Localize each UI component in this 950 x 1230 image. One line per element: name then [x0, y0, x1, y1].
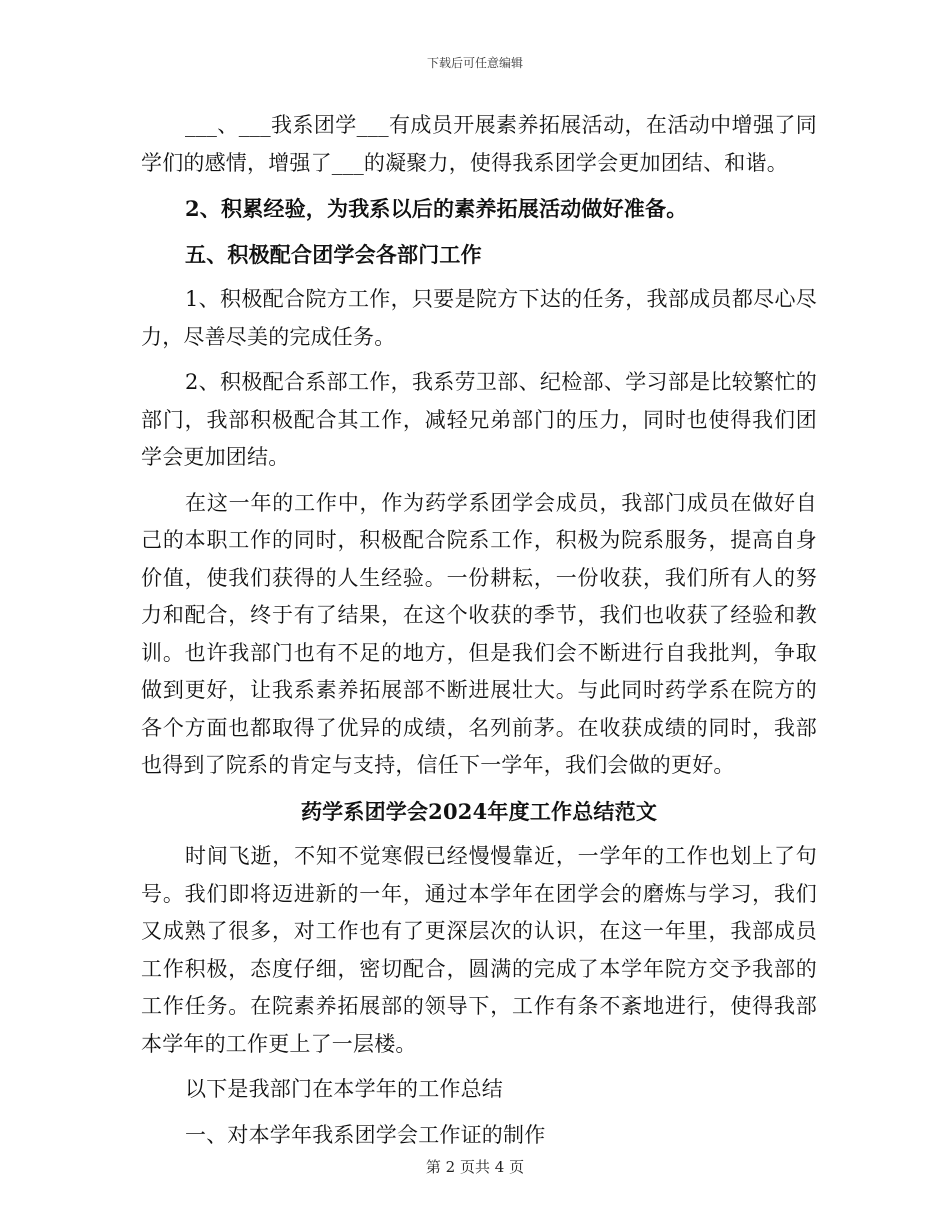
paragraph-cooperate-college: 1、积极配合院方工作，只要是院方下达的任务，我部成员都尽心尽力，尽善尽美的完成任务。 [141, 287, 817, 349]
paragraph-accumulate-experience: 2、积累经验，为我系以后的素养拓展活动做好准备。 [185, 196, 688, 221]
section-heading-work-permit: 一、对本学年我系团学会工作证的制作 [185, 1122, 546, 1147]
paragraph-summary-lead: 以下是我部门在本学年的工作总结 [185, 1077, 503, 1101]
document-body [141, 107, 817, 1154]
paragraph-year-reflection: 在这一年的工作中，作为药学系团学会成员，我部门成员在做好自己的本职工作的同时，积极配合院系工作，积极为院系服务，提高自身价值，使我们获得的人生经验。一份耕耘，一份收获，我们所有人的努力和配合，终于有了结果，在这个收获的季节，我们也收获了经验和教训。也许我部门也有不足的地方，但是我们会不断进行自我批判，争取做到更好，让我系素养拓展部不断进展壮大。与此同时药学系在院方的各个方面也都取得了优异的成绩，名列前茅。在收获成绩的同时，我部也得到了院系的肯定与支持，信任下一学年，我们会做的更好。 [141, 490, 817, 777]
paragraph-activity-summary: ___、___我系团学___有成员开展素养拓展活动，在活动中增强了同学们的感情，增强了___的凝聚力，使得我系团学会更加团结、和谐。 [141, 113, 817, 175]
paragraph-intro: 时间飞逝，不知不觉寒假已经慢慢靠近，一学年的工作也划上了句号。我们即将迈进新的一年，通过本学年在团学会的磨炼与学习，我们又成熟了很多，对工作也有了更深层次的认识，在这一年里，我部成员工作积极，态度仔细，密切配合，圆满的完成了本学年院方交予我部的工作任务。在院素养拓展部的领导下，工作有条不紊地进行，使得我部本学年的工作更上了一层楼。 [141, 844, 817, 1056]
page-header: 下载后可任意编辑 [426, 56, 523, 70]
document-title: 药学系团学会2024年度工作总结范文 [300, 798, 658, 824]
paragraph-cooperate-department: 2、积极配合系部工作，我系劳卫部、纪检部、学习部是比较繁忙的部门，我部积极配合其工作，减轻兄弟部门的压力，同时也使得我们团学会更加团结。 [141, 370, 817, 469]
page-footer: 第 2 页共 4 页 [425, 1158, 525, 1176]
section-heading-cooperate: 五、积极配合团学会各部门工作 [185, 241, 482, 267]
